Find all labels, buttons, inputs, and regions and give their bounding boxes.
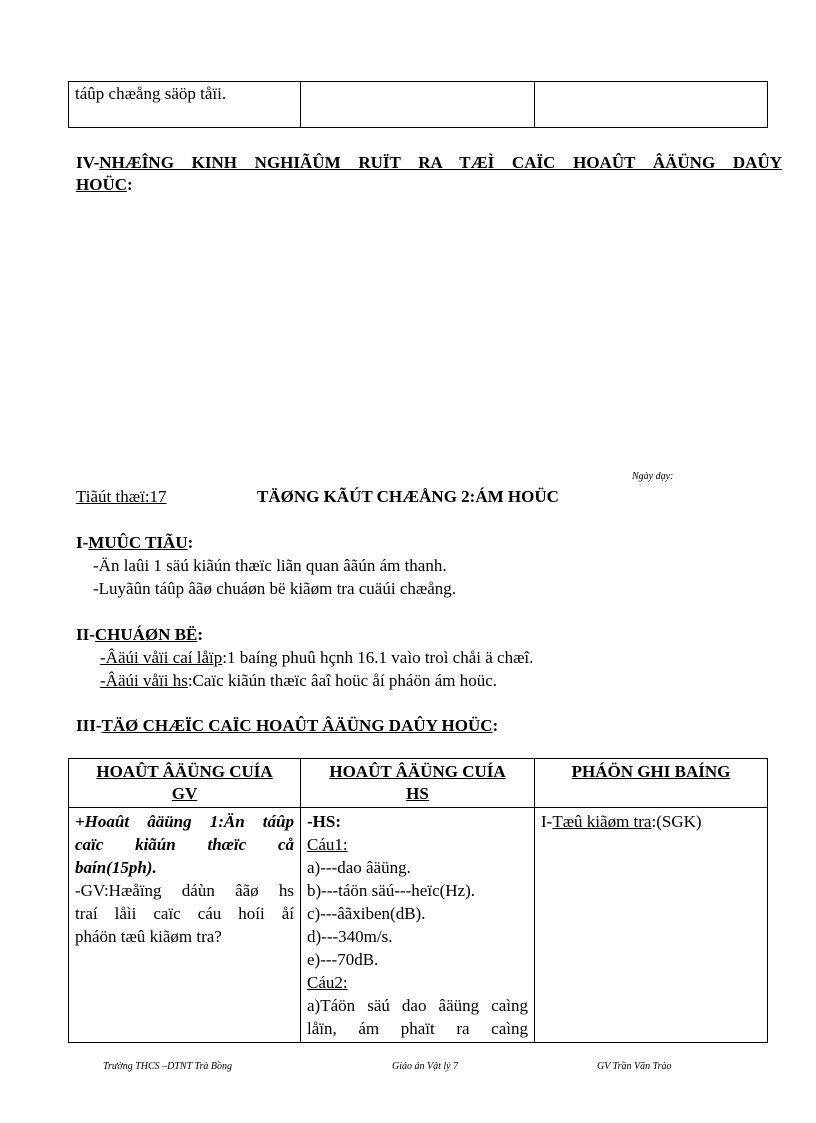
- footer-teacher: GV Trần Văn Trào: [597, 1061, 672, 1072]
- top-table: [68, 81, 768, 128]
- gv-activity-cell: +Hoaût âäüng 1:Än táûp caïc kiãún thæïc cå baín(15ph). -GV:Hæåïng dáùn âãø hs traí låìi caïc cáu hoíi åí pháön tæû kiãøm tra?: [69, 808, 301, 1043]
- header-gv: HOAÛT ÂÄÜNG CUÍA GV: [69, 759, 301, 808]
- hs-activity-cell: -HS: Cáu1: a)---dao âäüng. b)---táön säú---heïc(Hz). c)---âãxiben(dB). d)---340m/s. e)---70dB. Cáu2: a)Táön säú dao âäüng caìng låïn, ám phaït ra caìng: [301, 808, 535, 1043]
- section-3-heading: III-TÄØ CHÆÏC CAÏC HOAÛT ÂÄÜNG DAÛY HOÜC:: [76, 716, 499, 735]
- section-1-item-2: -Luyãûn táûp âãø chuáøn bë kiãøm tra cuäúi chæång.: [93, 579, 457, 598]
- section-1-heading: I-MUÛC TIÃU:: [76, 533, 194, 552]
- header-board: PHÁÖN GHI BAÍNG: [535, 759, 768, 808]
- top-table-cell-2: [301, 82, 535, 128]
- date-label: Ngày dạy:: [632, 471, 674, 482]
- top-table-cell-3: [535, 82, 768, 128]
- section-1-item-1: -Än laûi 1 säú kiãún thæïc liãn quan âãún ám thanh.: [93, 556, 447, 575]
- footer-school: Trường THCS –DTNT Trà Bồng: [103, 1061, 232, 1072]
- section-2-item-2: -Âäúi våïi hs:Caïc kiãún thæïc âaî hoüc åí pháön ám hoüc.: [100, 671, 498, 690]
- table-header-row: [69, 759, 768, 808]
- section-4-heading: IV-NHÆÎNG KINH NGHIÃÛM RUÏT RA TÆÌ CAÏC HOAÛT ÂÄÜNG DAÛY HOÜC:: [76, 153, 782, 194]
- footer-subject: Giáo án Vật lý 7: [392, 1061, 459, 1072]
- activities-table: [68, 758, 768, 1043]
- header-hs: HOAÛT ÂÄÜNG CUÍA HS: [301, 759, 535, 808]
- section-2-item-1: -Âäúi våïi caí låïp:1 baíng phuû hçnh 16.1 vaìo troì chåi ä chæî.: [100, 648, 534, 667]
- board-notes-cell: I-Tæû kiãøm tra:(SGK): [535, 808, 768, 1043]
- lesson-title: TÄØNG KÃÚT CHÆÅNG 2:ÁM HOÜC: [257, 487, 559, 506]
- section-2-heading: II-CHUÁØN BË:: [76, 625, 204, 644]
- lesson-period: Tiãút thæï:17: [76, 487, 167, 506]
- table-row: [69, 808, 768, 1043]
- top-table-cell-1: táûp chæång säöp tåïi.: [69, 82, 301, 128]
